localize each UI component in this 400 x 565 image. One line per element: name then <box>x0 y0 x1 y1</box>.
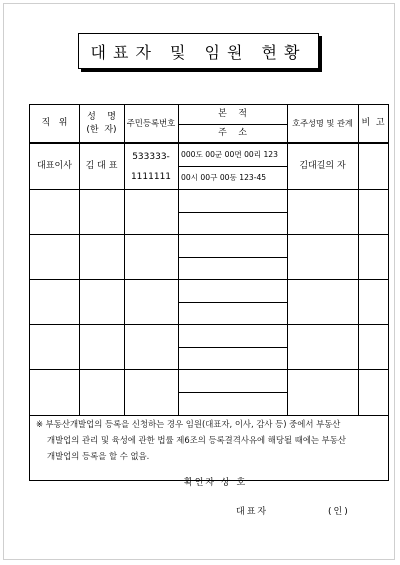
row-address: 00시 00구 00동 123-45 <box>181 172 267 182</box>
row-remarks <box>358 144 388 189</box>
header-domicile: 본 적 <box>218 109 247 120</box>
header-resident-no: 주민등록번호 <box>126 117 176 128</box>
cell-split <box>178 257 287 258</box>
note-line: 개발업의 등록을 할 수 없음. <box>47 451 150 461</box>
row-name: 김 대 표 <box>85 161 118 172</box>
header-remarks: 비 고 <box>361 118 385 129</box>
row-resident-no <box>124 144 178 189</box>
note-line: 개발업의 관리 및 육성에 관한 법률 제6조의 등록결격사유에 해당될 때에는 부동산 <box>47 435 346 445</box>
header-position: 직 위 <box>41 118 68 129</box>
row-divider <box>30 234 388 235</box>
resident-no-front: 533333- <box>132 151 170 162</box>
representative-label: 대표자 <box>236 507 269 517</box>
row-household-head: 김대길의 자 <box>299 161 346 172</box>
header-household-head: 호주성명 및 관계 <box>292 117 353 128</box>
header-address: 주 소 <box>218 127 247 138</box>
header-name-hanja: (한 자) <box>86 124 117 135</box>
cell-split <box>178 347 287 348</box>
cell-split <box>178 212 287 213</box>
seal-mark: (인) <box>328 507 350 517</box>
note-line: ※ 부동산개발업의 등록을 신청하는 경우 임원(대표자, 이사, 감사 등) 중에서 부동산 <box>36 419 341 429</box>
resident-no-back: 1111111 <box>130 171 172 182</box>
row-divider <box>30 189 388 190</box>
header-name <box>79 105 124 142</box>
cell-split <box>178 302 287 303</box>
confirmation-label: 확인자 상 호 <box>184 478 248 488</box>
row-position: 대표이사 <box>37 161 72 172</box>
row-domicile: 000도 00군 00면 00리 123 <box>181 149 278 159</box>
header-name-label: 성 명 <box>87 112 116 123</box>
row-divider <box>30 369 388 370</box>
eligibility-note <box>36 416 382 464</box>
document-title: 대표자 및 임원 현황 <box>78 33 319 69</box>
cell-split <box>178 392 287 393</box>
row-divider <box>30 279 388 280</box>
row-divider <box>30 324 388 325</box>
